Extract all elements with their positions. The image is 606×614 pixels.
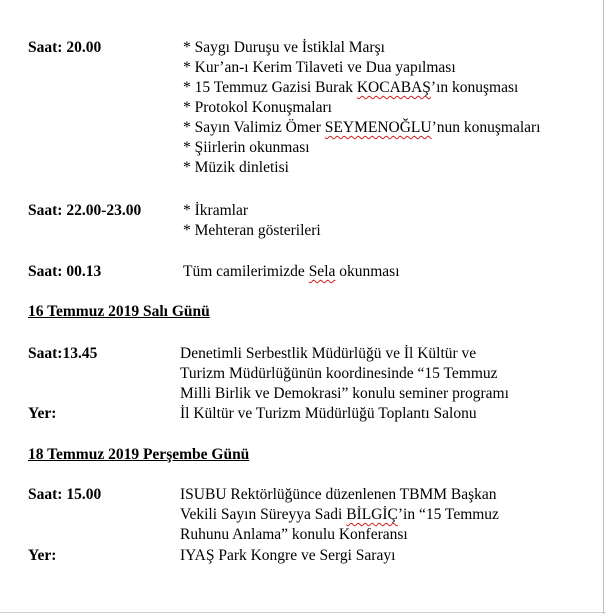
event-description: Denetimli Serbestlik Müdürlüğü ve İl Kültür ve Turizm Müdürlüğünün koordinesinde “15 Temmuz Milli Birlik ve Demokrasi” konulu seminer programı	[180, 345, 509, 402]
event-description: ISUBU Rektörlüğünce düzenlenen TBMM Başkan Vekili Sayın Süreyya Sadi BİLGİÇ’in “15 Temmuz Ruhunu Anlama” konulu Konferansı	[180, 486, 499, 543]
program-item: Tüm camilerimizde Sela okunması	[183, 263, 400, 280]
program-item: * Protokol Konuşmaları	[183, 99, 332, 116]
day-heading-18-july: 18 Temmuz 2019 Perşembe Günü	[28, 446, 250, 463]
time-label: Saat:13.45	[28, 345, 98, 362]
program-item: * İkramlar	[183, 202, 248, 219]
program-item: * Şiirlerin okunması	[183, 139, 310, 156]
spellcheck-word: BİLGİÇ	[346, 506, 398, 523]
program-list	[183, 201, 321, 241]
time-label: Saat: 22.00-23.00	[28, 202, 142, 219]
program-item: * Saygı Duruşu ve İstiklal Marşı	[183, 39, 385, 56]
program-item: * Müzik dinletisi	[183, 159, 289, 176]
time-label: Saat: 00.13	[28, 263, 102, 280]
program-item: * Kur’an-ı Kerim Tilaveti ve Dua yapılması	[183, 59, 456, 76]
spellcheck-word: SEYMENOĞLU	[324, 119, 432, 136]
page-right-border	[603, 0, 604, 614]
program-item: * Mehteran gösterileri	[183, 222, 321, 239]
venue-label: Yer:	[28, 547, 57, 564]
spellcheck-word: Sela	[308, 263, 336, 280]
page-bottom-border	[0, 612, 606, 613]
program-item: * 15 Temmuz Gazisi Burak KOCABAŞ’ın konuşması	[183, 79, 519, 96]
venue-text: IYAŞ Park Kongre ve Sergi Sarayı	[180, 547, 396, 564]
program-item: * Sayın Valimiz Ömer SEYMENOĞLU’nun konuşmaları	[183, 119, 541, 136]
program-list	[183, 38, 540, 178]
time-label: Saat: 15.00	[28, 486, 102, 503]
venue-text: İl Kültür ve Turizm Müdürlüğü Toplantı Salonu	[180, 405, 477, 422]
time-label: Saat: 20.00	[28, 39, 102, 56]
day-heading-16-july: 16 Temmuz 2019 Salı Günü	[28, 303, 210, 320]
venue-label: Yer:	[28, 405, 57, 422]
spellcheck-word: KOCABAŞ	[356, 79, 431, 96]
